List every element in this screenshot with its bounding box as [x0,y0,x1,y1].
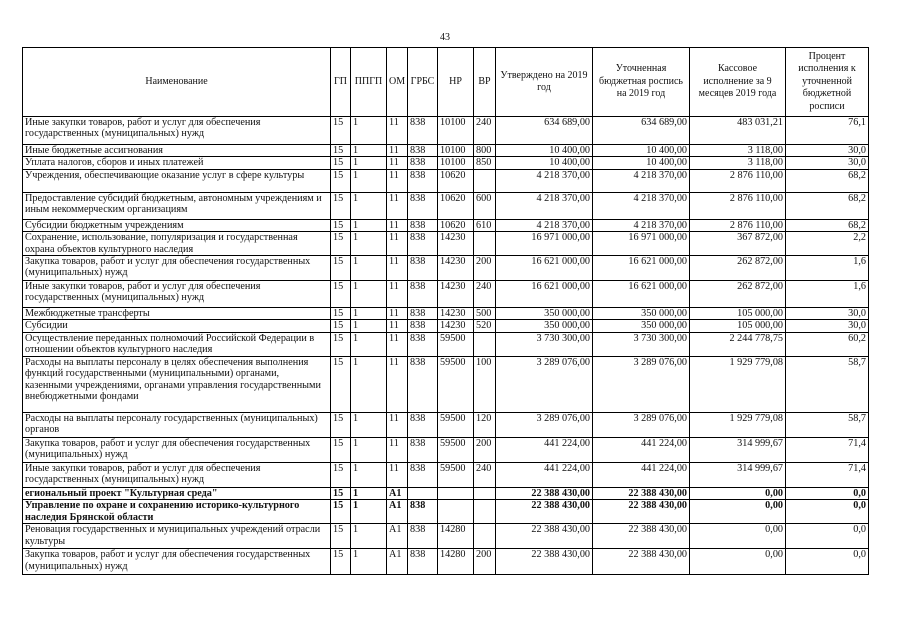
row-np-cell: 10100 [438,157,474,169]
row-np-cell [438,487,474,499]
row-om-cell: 11 [387,256,408,281]
row-approved-cell: 10 400,00 [496,157,593,169]
table-row [23,462,869,487]
row-ppgp-cell: 1 [351,256,387,281]
row-name-cell: Предоставление субсидий бюджетным, автономным учреждениям и иным некоммерческим организациям [23,192,331,219]
row-gp-cell: 15 [331,145,351,157]
row-name-cell: Иные закупки товаров, работ и услуг для обеспечения государственных (муниципальных) нужд [23,281,331,308]
table-row [23,332,869,356]
row-np-cell: 14280 [438,549,474,575]
row-gp-cell: 15 [331,500,351,524]
row-name-cell: Реновация государственных и муниципальных учреждений отрасли культуры [23,524,331,549]
row-om-cell: A1 [387,549,408,575]
row-ppgp-cell: 1 [351,232,387,256]
row-approved-cell: 3 730 300,00 [496,332,593,356]
row-ppgp-cell: 1 [351,549,387,575]
table-row [23,232,869,256]
row-percent-cell: 76,1 [786,117,869,145]
row-ppgp-cell: 1 [351,145,387,157]
row-np-cell: 59500 [438,412,474,437]
row-np-cell: 59500 [438,462,474,487]
row-cash-cell: 262 872,00 [690,281,786,308]
row-gp-cell: 15 [331,169,351,192]
row-cash-cell: 2 876 110,00 [690,169,786,192]
row-name-cell: Закупка товаров, работ и услуг для обеспечения государственных (муниципальных) нужд [23,437,331,462]
row-np-cell: 10620 [438,169,474,192]
row-approved-cell: 3 289 076,00 [496,356,593,412]
row-refined-cell: 16 971 000,00 [593,232,690,256]
header-name: Наименование [23,48,331,117]
row-ppgp-cell: 1 [351,169,387,192]
header-gp: ГП [331,48,351,117]
row-percent-cell: 68,2 [786,169,869,192]
row-vr-cell: 200 [474,256,496,281]
row-name-cell: Закупка товаров, работ и услуг для обеспечения государственных (муниципальных) нужд [23,549,331,575]
row-ppgp-cell: 1 [351,524,387,549]
row-om-cell: A1 [387,487,408,499]
row-percent-cell: 30,0 [786,145,869,157]
row-gp-cell: 15 [331,117,351,145]
row-name-cell: Осуществление переданных полномочий Российской Федерации в отношении объектов культурного наследия [23,332,331,356]
row-approved-cell: 22 388 430,00 [496,549,593,575]
row-name-cell: Учреждения, обеспечивающие оказание услуг в сфере культуры [23,169,331,192]
row-gp-cell: 15 [331,356,351,412]
table-row [23,356,869,412]
table-row [23,157,869,169]
row-name-cell: Субсидии бюджетным учреждениям [23,219,331,231]
row-cash-cell: 2 244 778,75 [690,332,786,356]
table-row [23,308,869,320]
row-cash-cell: 1 929 779,08 [690,412,786,437]
budget-execution-table [22,47,869,575]
row-refined-cell: 4 218 370,00 [593,169,690,192]
row-gp-cell: 15 [331,281,351,308]
row-percent-cell: 0,0 [786,500,869,524]
row-percent-cell: 0,0 [786,487,869,499]
row-grbs-cell: 838 [408,192,438,219]
row-grbs-cell: 838 [408,219,438,231]
row-name-cell: Закупка товаров, работ и услуг для обеспечения государственных (муниципальных) нужд [23,256,331,281]
row-grbs-cell: 838 [408,232,438,256]
row-gp-cell: 15 [331,462,351,487]
row-ppgp-cell: 1 [351,117,387,145]
row-name-cell: Уплата налогов, сборов и иных платежей [23,157,331,169]
table-row [23,320,869,332]
row-approved-cell: 10 400,00 [496,145,593,157]
row-ppgp-cell: 1 [351,487,387,499]
row-refined-cell: 16 621 000,00 [593,256,690,281]
row-approved-cell: 4 218 370,00 [496,169,593,192]
header-approved: Утверждено на 2019 год [496,48,593,117]
row-vr-cell [474,332,496,356]
row-percent-cell: 0,0 [786,524,869,549]
row-name-cell: Иные закупки товаров, работ и услуг для обеспечения государственных (муниципальных) нужд [23,462,331,487]
row-refined-cell: 3 730 300,00 [593,332,690,356]
row-np-cell: 10620 [438,219,474,231]
row-grbs-cell: 838 [408,412,438,437]
row-percent-cell: 58,7 [786,356,869,412]
row-om-cell: A1 [387,524,408,549]
row-approved-cell: 16 621 000,00 [496,281,593,308]
row-approved-cell: 22 388 430,00 [496,500,593,524]
row-cash-cell: 0,00 [690,500,786,524]
row-refined-cell: 441 224,00 [593,462,690,487]
header-om: ОМ [387,48,408,117]
row-percent-cell: 2,2 [786,232,869,256]
row-om-cell: 11 [387,232,408,256]
row-cash-cell: 0,00 [690,524,786,549]
row-np-cell [438,500,474,524]
row-name-cell: Расходы на выплаты персоналу в целях обеспечения выполнения функций государственными (муниципальными) органами, казенными учреждениями, органами управления государственными внебюджетными фондами [23,356,331,412]
row-percent-cell: 1,6 [786,256,869,281]
row-np-cell: 14230 [438,232,474,256]
row-name-cell: Иные бюджетные ассигнования [23,145,331,157]
row-om-cell: 11 [387,281,408,308]
row-gp-cell: 15 [331,157,351,169]
table-row [23,117,869,145]
row-cash-cell: 2 876 110,00 [690,219,786,231]
table-row [23,524,869,549]
row-gp-cell: 15 [331,232,351,256]
header-percent: Процент исполнения к уточненной бюджетной росписи [786,48,869,117]
row-approved-cell: 441 224,00 [496,462,593,487]
row-grbs-cell: 838 [408,524,438,549]
row-refined-cell: 4 218 370,00 [593,192,690,219]
row-om-cell: 11 [387,437,408,462]
row-vr-cell: 100 [474,356,496,412]
row-np-cell: 10620 [438,192,474,219]
row-vr-cell: 200 [474,437,496,462]
table-header-row [23,48,869,117]
table-body [23,117,869,575]
row-np-cell: 14280 [438,524,474,549]
row-gp-cell: 15 [331,437,351,462]
row-refined-cell: 4 218 370,00 [593,219,690,231]
row-grbs-cell: 838 [408,320,438,332]
row-om-cell: 11 [387,219,408,231]
row-refined-cell: 10 400,00 [593,157,690,169]
row-vr-cell: 600 [474,192,496,219]
row-np-cell: 10100 [438,117,474,145]
row-percent-cell: 60,2 [786,332,869,356]
row-grbs-cell: 838 [408,437,438,462]
table-row [23,500,869,524]
row-name-cell: Расходы на выплаты персоналу государственных (муниципальных) органов [23,412,331,437]
row-approved-cell: 22 388 430,00 [496,524,593,549]
row-refined-cell: 22 388 430,00 [593,500,690,524]
row-vr-cell [474,169,496,192]
row-refined-cell: 3 289 076,00 [593,412,690,437]
row-approved-cell: 441 224,00 [496,437,593,462]
row-percent-cell: 58,7 [786,412,869,437]
row-name-cell: Субсидии [23,320,331,332]
row-ppgp-cell: 1 [351,219,387,231]
row-vr-cell: 200 [474,549,496,575]
header-cash: Кассовое исполнение за 9 месяцев 2019 года [690,48,786,117]
row-name-cell: егиональный проект "Культурная среда" [23,487,331,499]
row-gp-cell: 15 [331,412,351,437]
row-name-cell: Межбюджетные трансферты [23,308,331,320]
row-vr-cell [474,500,496,524]
row-name-cell: Управление по охране и сохранению историко-культурного наследия Брянской области [23,500,331,524]
table-row [23,549,869,575]
table-row [23,145,869,157]
row-cash-cell: 367 872,00 [690,232,786,256]
table-row [23,169,869,192]
row-grbs-cell: 838 [408,169,438,192]
row-grbs-cell: 838 [408,117,438,145]
row-om-cell: 11 [387,412,408,437]
row-grbs-cell: 838 [408,308,438,320]
row-np-cell: 59500 [438,437,474,462]
row-ppgp-cell: 1 [351,320,387,332]
row-refined-cell: 350 000,00 [593,320,690,332]
row-grbs-cell: 838 [408,356,438,412]
row-om-cell: 11 [387,308,408,320]
header-refined: Уточненная бюджетная роспись на 2019 год [593,48,690,117]
row-cash-cell: 3 118,00 [690,157,786,169]
row-ppgp-cell: 1 [351,500,387,524]
row-percent-cell: 68,2 [786,192,869,219]
row-approved-cell: 350 000,00 [496,308,593,320]
row-ppgp-cell: 1 [351,412,387,437]
row-om-cell: 11 [387,117,408,145]
row-refined-cell: 22 388 430,00 [593,524,690,549]
row-approved-cell: 16 971 000,00 [496,232,593,256]
row-refined-cell: 22 388 430,00 [593,549,690,575]
row-cash-cell: 1 929 779,08 [690,356,786,412]
row-cash-cell: 483 031,21 [690,117,786,145]
header-vr: ВР [474,48,496,117]
row-np-cell: 14230 [438,281,474,308]
row-np-cell: 14230 [438,256,474,281]
row-ppgp-cell: 1 [351,356,387,412]
row-vr-cell: 240 [474,462,496,487]
table-row [23,412,869,437]
row-ppgp-cell: 1 [351,281,387,308]
row-grbs-cell: 838 [408,500,438,524]
header-ppgp: ППГП [351,48,387,117]
row-percent-cell: 71,4 [786,437,869,462]
row-om-cell: 11 [387,356,408,412]
row-cash-cell: 105 000,00 [690,320,786,332]
row-gp-cell: 15 [331,524,351,549]
row-grbs-cell: 838 [408,281,438,308]
table-row [23,281,869,308]
table-row [23,192,869,219]
row-vr-cell: 500 [474,308,496,320]
table-row [23,437,869,462]
row-gp-cell: 15 [331,549,351,575]
row-cash-cell: 0,00 [690,549,786,575]
row-om-cell: 11 [387,169,408,192]
row-approved-cell: 3 289 076,00 [496,412,593,437]
row-np-cell: 10100 [438,145,474,157]
row-vr-cell: 120 [474,412,496,437]
row-gp-cell: 15 [331,487,351,499]
row-cash-cell: 0,00 [690,487,786,499]
table-row [23,487,869,499]
row-percent-cell: 1,6 [786,281,869,308]
row-vr-cell [474,487,496,499]
row-vr-cell: 800 [474,145,496,157]
row-refined-cell: 350 000,00 [593,308,690,320]
row-percent-cell: 71,4 [786,462,869,487]
row-np-cell: 14230 [438,308,474,320]
row-np-cell: 59500 [438,332,474,356]
row-cash-cell: 314 999,67 [690,437,786,462]
row-vr-cell: 610 [474,219,496,231]
row-ppgp-cell: 1 [351,192,387,219]
row-gp-cell: 15 [331,256,351,281]
row-vr-cell: 850 [474,157,496,169]
row-gp-cell: 15 [331,332,351,356]
row-name-cell: Сохранение, использование, популяризация и государственная охрана объектов культурного наследия [23,232,331,256]
page-number: 43 [440,32,450,43]
row-vr-cell: 240 [474,117,496,145]
row-approved-cell: 16 621 000,00 [496,256,593,281]
row-approved-cell: 634 689,00 [496,117,593,145]
row-percent-cell: 30,0 [786,157,869,169]
row-grbs-cell [408,487,438,499]
row-refined-cell: 22 388 430,00 [593,487,690,499]
row-vr-cell: 520 [474,320,496,332]
row-vr-cell: 240 [474,281,496,308]
row-grbs-cell: 838 [408,462,438,487]
row-refined-cell: 16 621 000,00 [593,281,690,308]
row-om-cell: 11 [387,320,408,332]
row-cash-cell: 262 872,00 [690,256,786,281]
row-vr-cell [474,232,496,256]
header-grbs: ГРБС [408,48,438,117]
row-cash-cell: 2 876 110,00 [690,192,786,219]
row-ppgp-cell: 1 [351,437,387,462]
row-om-cell: 11 [387,145,408,157]
row-np-cell: 59500 [438,356,474,412]
row-grbs-cell: 838 [408,332,438,356]
row-refined-cell: 634 689,00 [593,117,690,145]
row-approved-cell: 350 000,00 [496,320,593,332]
row-grbs-cell: 838 [408,145,438,157]
row-vr-cell [474,524,496,549]
row-om-cell: 11 [387,192,408,219]
row-name-cell: Иные закупки товаров, работ и услуг для обеспечения государственных (муниципальных) нужд [23,117,331,145]
header-np: НР [438,48,474,117]
row-om-cell: 11 [387,462,408,487]
row-percent-cell: 30,0 [786,320,869,332]
row-ppgp-cell: 1 [351,462,387,487]
row-om-cell: 11 [387,332,408,356]
row-gp-cell: 15 [331,308,351,320]
row-ppgp-cell: 1 [351,332,387,356]
row-percent-cell: 68,2 [786,219,869,231]
row-om-cell: A1 [387,500,408,524]
row-approved-cell: 22 388 430,00 [496,487,593,499]
row-gp-cell: 15 [331,320,351,332]
row-percent-cell: 30,0 [786,308,869,320]
row-ppgp-cell: 1 [351,308,387,320]
row-grbs-cell: 838 [408,256,438,281]
row-approved-cell: 4 218 370,00 [496,219,593,231]
table-row [23,219,869,231]
row-cash-cell: 105 000,00 [690,308,786,320]
row-cash-cell: 3 118,00 [690,145,786,157]
row-om-cell: 11 [387,157,408,169]
row-ppgp-cell: 1 [351,157,387,169]
row-grbs-cell: 838 [408,157,438,169]
row-percent-cell: 0,0 [786,549,869,575]
row-gp-cell: 15 [331,192,351,219]
row-np-cell: 14230 [438,320,474,332]
row-cash-cell: 314 999,67 [690,462,786,487]
row-gp-cell: 15 [331,219,351,231]
table-row [23,256,869,281]
row-refined-cell: 10 400,00 [593,145,690,157]
row-refined-cell: 3 289 076,00 [593,356,690,412]
row-approved-cell: 4 218 370,00 [496,192,593,219]
row-refined-cell: 441 224,00 [593,437,690,462]
row-grbs-cell: 838 [408,549,438,575]
